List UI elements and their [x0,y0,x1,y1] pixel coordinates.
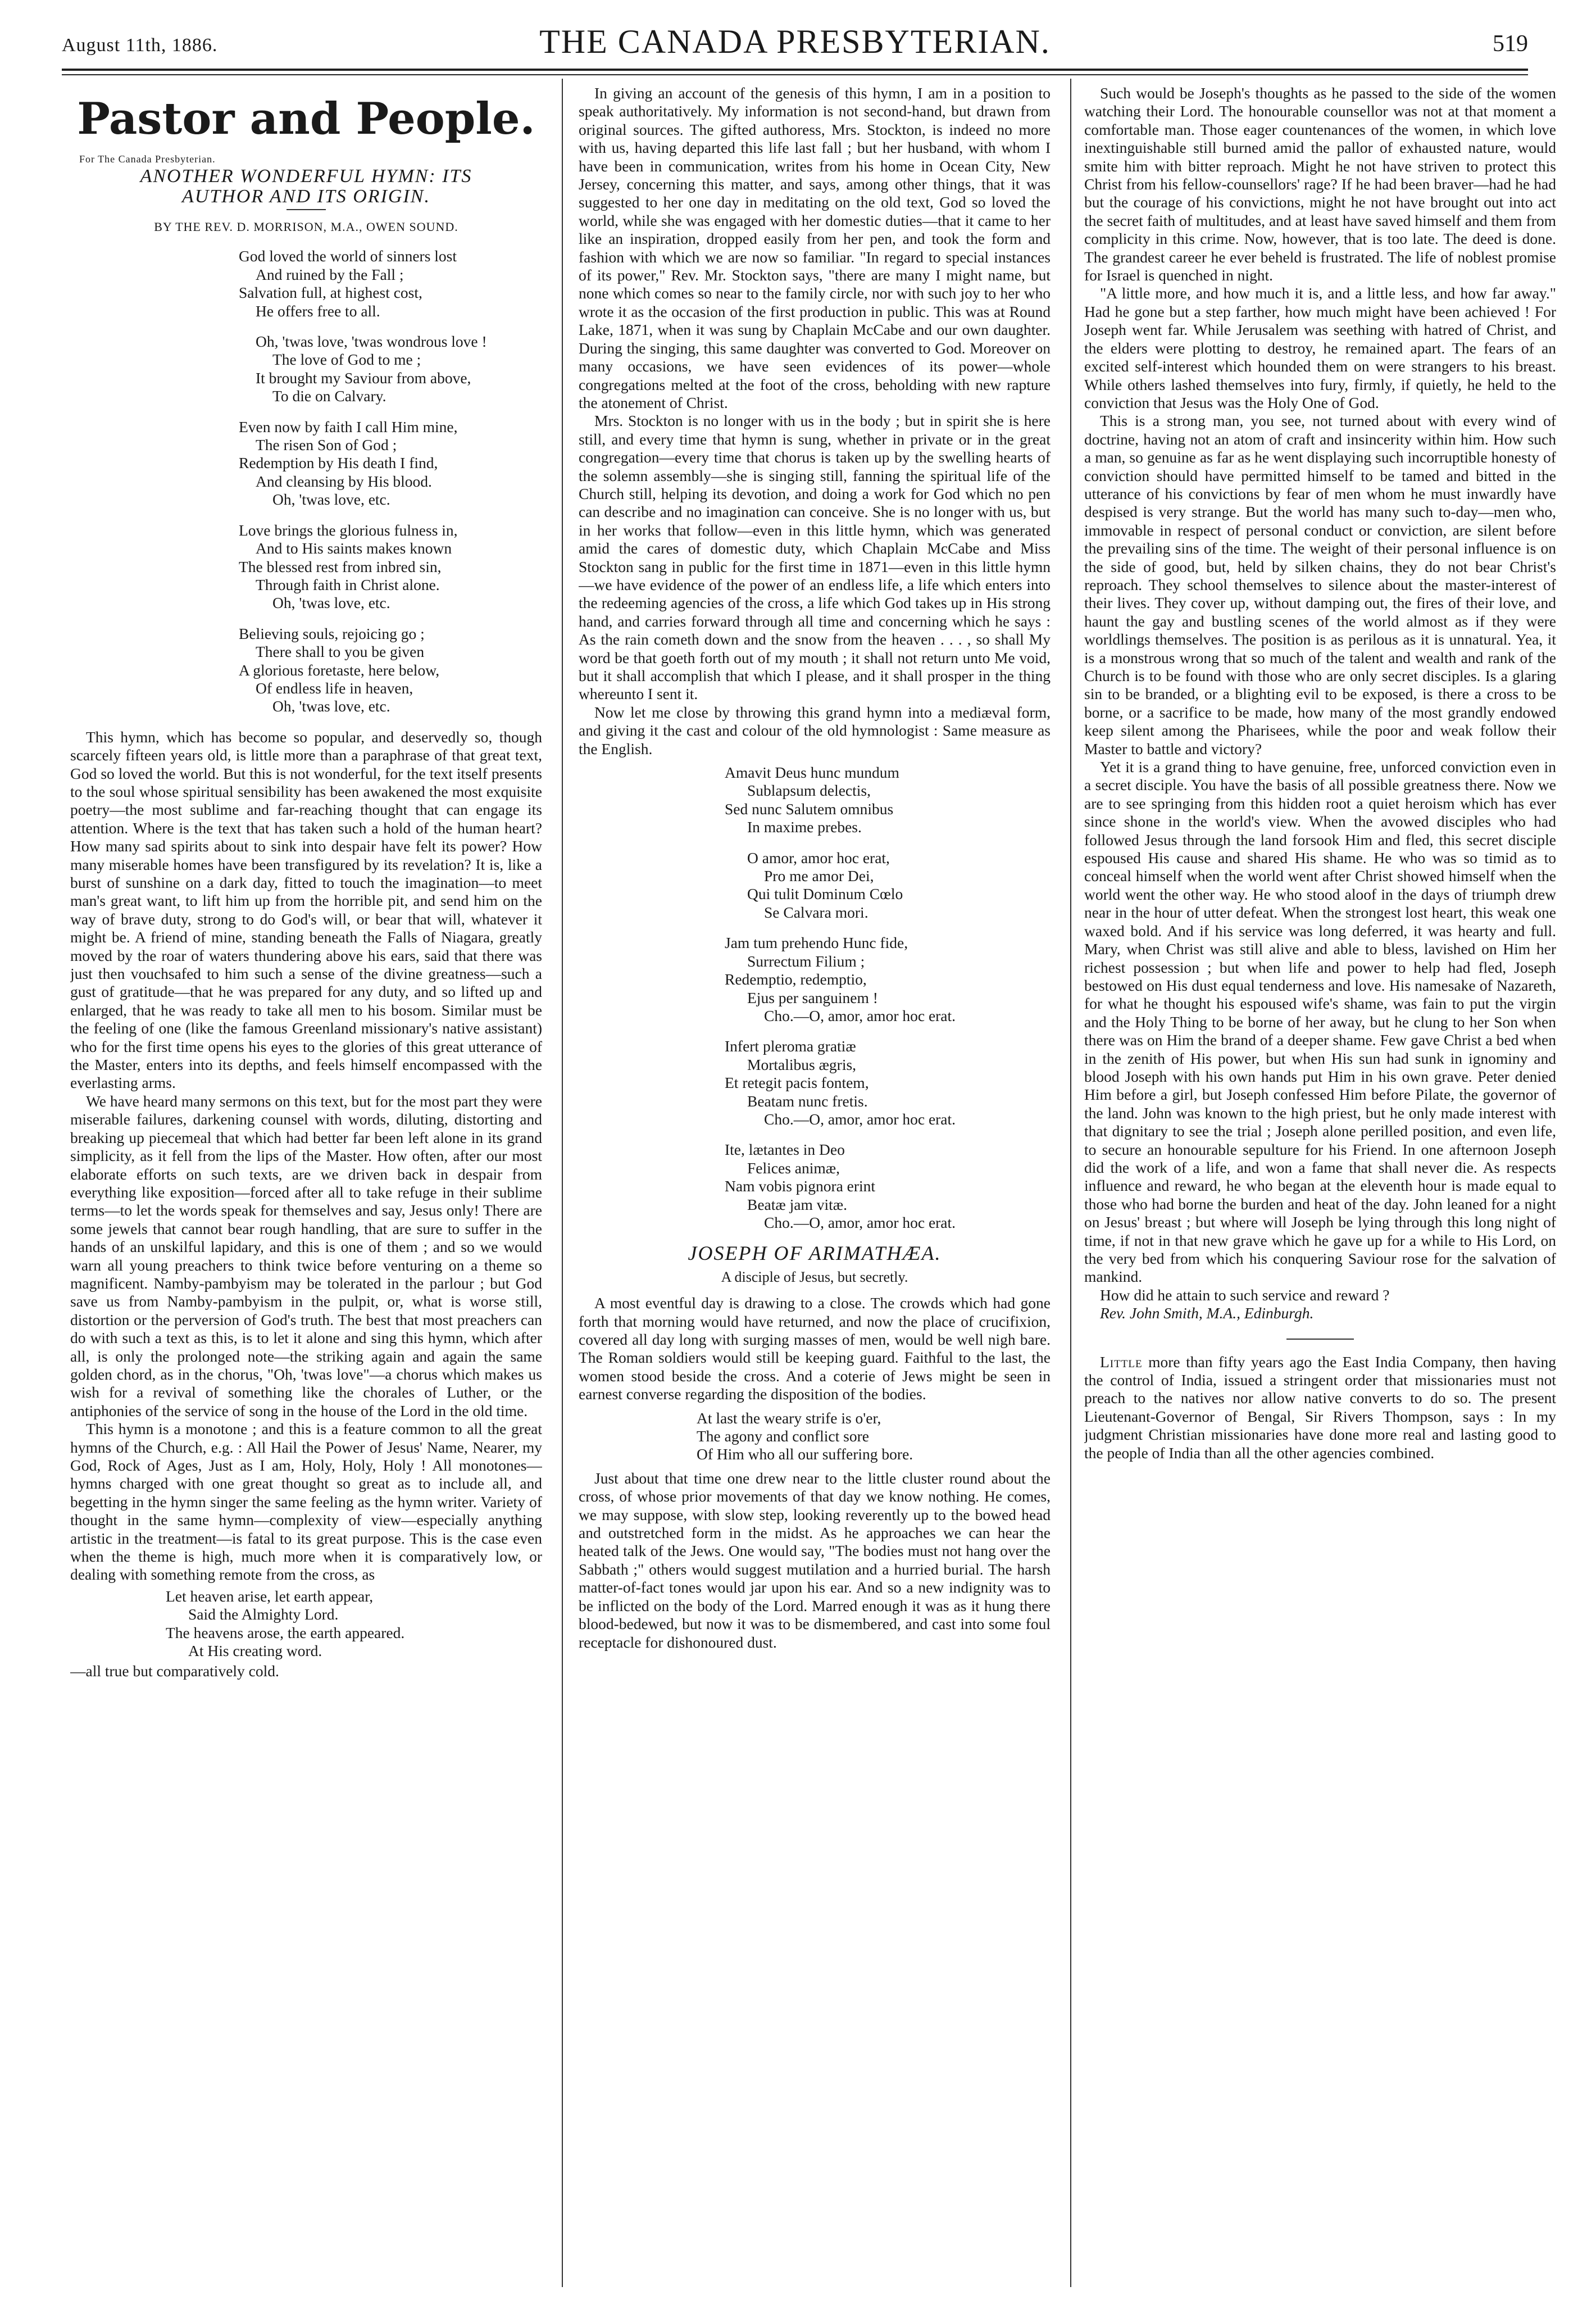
article-signature: Rev. John Smith, M.A., Edinburgh. [1100,1304,1314,1322]
body-paragraph: This is a strong man, you see, not turned about with every wind of doctrine, having not an atom of craft and insincerity within him. How such a man, so genuine as far as he went displaying such incorruptible honesty of conviction should have permitted himself to be tamed and bitted in the utterance of his convictions by fear of men whom he must inwardly have despised is very strange. But the world has many such to-day—men who, immovable in respect of personal conduct or conviction, are silent before the prevailing sins of the time. The weight of their personal influence is on the side of good, but, held by silken chains, they do not bear Christ's reproach. They school themselves to silence about the master-interest of their lives. They cover up, without damping out, the fires of their love, and haunt the gay and bustling scenes of the world almost as if they were worldlings themselves. The position is as perilous as it is unnatural. Yea, it is a monstrous wrong that so much of the talent and wealth and rank of the Church is to be found with those who are only secret disciples. Is a glaring sin to be branded, or a blighting evil to be exposed, is there a cross to be borne, or a sacrifice to be made, how many of the most grandly endowed keep silent among the Pharisees, while the poor and weak follow their Master to battle and victory? [1084,412,1556,757]
latin-line: Ejus per sanguinem ! [747,988,878,1006]
issue-date: August 11th, 1886. [62,35,218,56]
latin-line: Amavit Deus hunc mundum [725,764,899,782]
latin-line: Mortalibus ægris, [747,1055,857,1073]
verse-line: At His creating word. [188,1642,322,1660]
latin-line: Beatæ jam vitæ. [747,1195,847,1213]
verse-line: Said the Almighty Lord. [188,1605,339,1623]
hymn-line: There shall to you be given [256,643,425,661]
latin-line: Qui tulit Dominum Cœlo [747,885,903,903]
latin-line: Infert pleroma gratiæ [725,1037,856,1055]
hymn-line: The risen Son of God ; [256,436,397,454]
column-divider [562,79,563,2287]
hymn-line: Of endless life in heaven, [256,679,413,697]
article-separator [1286,1339,1354,1340]
quoted-verse [579,1409,1051,1464]
latin-line: Cho.—O, amor, amor hoc erat. [764,1006,956,1024]
verse-line: The agony and conflict sore [697,1427,869,1445]
hymn-line: Redemption by His death I find, [239,454,438,472]
latin-stanza [579,934,1051,1025]
hymn-line: Oh, 'twas love, 'twas wondrous love ! [256,333,487,351]
body-paragraph: We have heard many sermons on this text, but for the most part they were miserable failures, darkening counsel with words, diluting, distorting and breaking up piecemeal that which had better far been left alone in its grand simplicity, as it fell from the lips of the Master. How often, after our most elaborate efforts on such texts, are we driven back in despair from everything like exposition—forced after all to take refuge in their sublime terms—to let the words speak for themselves and say, Jesus only! There are some jewels that cannot bear rough handling, that are sure to suffer in the hands of an unskilful lapidary, and this is one of them ; and so we would warn all young preachers to think twice before venturing on a theme so magnificent. Namby-pambyism may be tolerated in the parlour ; but God save us from Namby-pambyism in the pulpit, or, what is worse still, distortion or the perversion of God's truth. The best that most preachers can do with such a text as this, is to let it alone and sing this hymn, which after all, is only the prolonged note—the striking again and again the same golden chord, as in the chorus, "Oh, 'twas love"—a chorus which makes us wish for a revival of something like the chorales of Luther, or the antiphonies of the service of song in the house of the Lord in the old time. [70,1092,542,1419]
latin-line: Sublapsum delectis, [747,782,871,800]
latin-line: Felices animæ, [747,1159,840,1177]
body-paragraph: "A little more, and how much it is, and a little less, and how far away." Had he gone but a step farther, how much might have been achieved ! For Joseph went far. While Jerusalem was seething with hatred of Christ, and the elders were plotting to destroy, he remained apart. The fears of an excited self-interest which hounded them on were strangers to his breast. While others lashed themselves into fury, firmly, if quietly, he held to the conviction that Jesus was the Holy One of God. [1084,284,1556,411]
hymn-line: Believing souls, rejoicing go ; [239,624,425,642]
body-paragraph [1084,1353,1556,1462]
hymn-line: To die on Calvary. [272,387,387,405]
latin-line: Cho.—O, amor, amor hoc erat. [764,1213,956,1231]
body-paragraph: Mrs. Stockton is no longer with us in the body ; but in spirit she is here still, and every time that hymn is sung, whether in private or in the great congregation—every time that chorus is taken up by the swelling hearts of the solemn assembly—she is singing still, fanning the spiritual life of the Church still, helping its devotion, and doing a work for God which no pen can describe and no imagination can conceive. She is no longer with us, but in her works that follow—even in this little hymn, which was generated amid the cares of domestic duty, which Chaplain McCabe and Miss Stockton sang in public for the first time in 1871—even in this little hymn—we have evidence of the power of an endless life, a life which enters into the redeeming agencies of the cross, a life which God takes up in His strong hand, and carries forward through all time and concerning which he says : As the rain cometh down and the snow from the heaven . . . , so shall My word be that goeth forth out of my mouth ; it shall not return unto Me void, but it shall accomplish that which I please, and it shall prosper in the thing whereunto I sent it. [579,412,1051,703]
body-paragraph: How did he attain to such service and reward ? [1100,1286,1390,1304]
article-subtitle: A disciple of Jesus, but secretly. [721,1268,908,1285]
latin-line: Beatam nunc fretis. [747,1092,868,1110]
paragraph-text: more than fifty years ago the East India Company, then having the control of India, issued a stringent order that missionaries must not preach to the natives nor allow native converts to do so. The present Lieutenant-Governor of Bengal, Sir Rivers Thompson, says : In my judgment Christian missionaries have done more real and lasting good to the people of India than all the other agencies combined. [1084,1353,1556,1462]
latin-line: Redemptio, redemptio, [725,970,867,988]
hymn-line: It brought my Saviour from above, [256,369,471,387]
article-author: BY THE REV. D. MORRISON, M.A., OWEN SOUND. [154,220,458,234]
latin-line: Jam tum prehendo Hunc fide, [725,934,908,952]
hymn-line: The blessed rest from inbred sin, [239,557,442,575]
body-paragraph: This hymn, which has become so popular, and deservedly so, though scarcely fifteen years old, is little more than a paraphrase of that great text, God so loved the world. But this is not wonderful, for the text itself presents to the soul whose spiritual sensibility has been awakened the most exquisite poetry—the most sublime and far-reaching thought that can engage its attention. Where is the text that has taken such a hold of the human heart? How many sad spirits about to sink into despair have felt its power? How many miserable homes have been transfigured by its revelation? It is, like a burst of sunshine on a dark day, fitted to touch the imagination—to meet man's great want, to lift him up from the horrible pit, and send him on the way of brave duty, strong to do God's will, or bear that will, whatever it might be. A friend of mine, standing beneath the Falls of Niagara, greatly moved by the roar of waters thundering above his ears, said that there was just then vouchsafed to him such a sense of the divine greatness—such a gust of gratitude—that he was prepared for any duty, and so lifted up and enlarged, that he was ready to take all men to his bosom. Similar must be the feeling of one (like the famous Greenland missionary's native assistant) who for the first time opens his eyes to the glories of this great utterance of the Master, enters into its depths, and feels himself encompassed with the everlasting arms. [70,728,542,1092]
article-title-line-2: AUTHOR AND ITS ORIGIN. [182,186,430,207]
hymn-stanza [70,333,542,406]
for-line: For The Canada Presbyterian. [79,153,216,165]
hymn-line: And ruined by the Fall ; [256,265,404,283]
hymn-stanza [70,247,542,320]
header-rule [62,69,1528,71]
latin-stanza [579,1037,1051,1128]
verse-line: Let heaven arise, let earth appear, [166,1587,374,1605]
body-paragraph: A most eventful day is drawing to a close. The crowds which had gone forth that morning would have returned, and now the place of crucifixion, covered all day long with surging masses of men, would be well nigh bare. The Roman soldiers would still be keeping guard. Faithful to the last, the women stood beside the cross. And a coterie of Jews might be seen in earnest converse regarding the disposition of the bodies. [579,1294,1051,1403]
hymn-stanza [70,521,542,613]
hymn-line: And cleansing by His blood. [256,472,432,490]
quoted-verse [70,1587,542,1661]
hymn-line: A glorious foretaste, here below, [239,661,440,679]
body-paragraph: This hymn is a monotone ; and this is a feature common to all the great hymns of the Church, e.g. : All Hail the Power of Jesus' Name, Nearer, my God, Rock of Ages, Just as I am, Holy, Holy, Holy ! All monotones—hymns charged with one great thought so great as to include all, and begetting in the hymn singer the same feeling as the hymn writer. Variety of thought in the same hymn—complexity of view—especially anything artistic in the treatment—is fatal to its great purpose. This is the case even when the theme is high, much more when it is comparatively low, or dealing with something remote from the cross, as [70,1420,542,1584]
body-paragraph: Yet it is a grand thing to have genuine, free, unforced conviction even in a secret disciple. You have the basis of all possible greatness there. Now we are to see springing from this hidden root a quiet heroism which has ever since shone in the world's view. When the avowed disciples who had followed Jesus through the land forsook Him and fled, this secret disciple espoused His cause and shared His shame. He who was so timid as to conceal himself when the world went after Christ showed himself when the world went the other way. He who stood aloof in the days of triumph drew near in the hour of utter defeat. When the strongest lost heart, this weak one waxed bold. And if his service was long deferred, it was hearty and full. Mary, when Christ was still alive and able to bless, lavished on Him her richest possession ; but when life and power to help had fled, Joseph bestowed on His dust equal tenderness and love. His namesake of Nazareth, for what he thought his espoused wife's shame, was fain to put the virgin and the Holy Thing to be borne of her away, but he clung to her Son when there was on Him the brand of a deeper shame. Few gave Christ a bed when in the zenith of His power, but when His sun had sunk in ignominy and blood Joseph with his own hands put Him in his own grave. Peter denied Him before a girl, but Joseph confessed Him before Pilate, the governor of the land. John was known to the high priest, but he only made interest with that dignitary to see the trial ; Joseph alone perilled position, and even life, to secure an honourable sepulture for his Friend. In one afternoon Joseph did the work of a life, and won a fame that shall never die. As respects influence and reward, he who began at the eleventh hour is made equal to those who had borne the burden and heat of the day. John leaned for a night on Jesus' breast ; but where will Joseph be lying through this long night of time, if not in that new grave which he gave up for a while to His Lord, on the very bed from which his conquering Saviour rose for the salvation of mankind. [1084,758,1556,1286]
body-paragraph: Such would be Joseph's thoughts as he passed to the side of the women watching their Lord. The honourable counsellor was not at that moment a comfortable man. Those eager countenances of the women, in which love inextinguishable still burned amid the pallor of exhausted nature, would smite him with bitter reproach. Might he not have striven to protect this Christ from his fellow-counsellors' rage? If he had been braver—had he had but the courage of his convictions, might he not have brought out into act the secret faith of multitudes, and at least have saved himself and them from complicity in this crime. Now, however, that is too late. The deed is done. The grandest career he ever beheld is frustrated. The life of noblest promise for Israel is quenched in night. [1084,84,1556,284]
body-paragraph: —all true but comparatively cold. [70,1662,279,1680]
article-title: JOSEPH OF ARIMATHÆA. [688,1242,942,1265]
column-3 [1084,84,1556,2293]
article-title-line-1: ANOTHER WONDERFUL HYMN: ITS [140,166,472,187]
title-rule [287,209,326,210]
latin-line: In maxime prebes. [747,818,862,836]
hymn-stanza [70,625,542,716]
hymn-line: God loved the world of sinners lost [239,247,457,265]
latin-line: Cho.—O, amor, amor hoc erat. [764,1110,956,1128]
hymn-line: Even now by faith I call Him mine, [239,418,458,436]
hymn-line: Salvation full, at highest cost, [239,284,422,302]
verse-line: Of Him who all our suffering bore. [697,1445,913,1463]
hymn-stanza [70,418,542,509]
hymn-line: Love brings the glorious fulness in, [239,521,458,539]
latin-stanza [579,764,1051,837]
latin-stanza [579,1141,1051,1232]
latin-line: Se Calvara mori. [764,903,869,921]
page-number: 519 [1493,31,1528,57]
page-header [62,22,1528,67]
hymn-line: And to His saints makes known [256,539,452,557]
hymn-line: Through faith in Christ alone. [256,575,440,593]
hymn-line: He offers free to all. [256,302,380,320]
latin-line: Ite, lætantes in Deo [725,1141,845,1159]
section-heading: Pastor and People. [77,93,535,144]
latin-line: Pro me amor Dei, [764,867,874,885]
hymn-line: Oh, 'twas love, etc. [272,697,390,715]
verse-line: The heavens arose, the earth appeared. [166,1623,405,1641]
hymn-line: The love of God to me ; [272,351,421,369]
latin-line: Et retegit pacis fontem, [725,1074,869,1092]
verse-line: At last the weary strife is o'er, [697,1409,881,1427]
lead-word: Little [1100,1353,1143,1371]
latin-line: Nam vobis pignora erint [725,1177,876,1195]
latin-line: Surrectum Filium ; [747,952,865,970]
column-2 [579,84,1051,2293]
column-divider [1070,79,1071,2287]
body-paragraph: Now let me close by throwing this grand hymn into a mediæval form, and giving it the cast and colour of the old hymnologist : Same measure as the English. [579,703,1051,757]
column-1 [70,84,542,2293]
body-paragraph: Just about that time one drew near to the little cluster round about the cross, of whose prior movements of that day we know nothing. He comes, we may suppose, with slow step, looking reverently up to the bowed head and outstretched form in the midst. As he approaches we can hear the heated talk of the Jews. One would say, "The bodies must not hang over the Sabbath ;" others would suggest mutilation and a hurried burial. The harsh matter-of-fact tones would jar upon his ear. And so a new indignity was to be inflicted on the body of the Lord. Marred enough it was as it hung there blood-bedewed, but now it was to be dismembered, and cast into some foul receptacle for dishonoured dust. [579,1469,1051,1651]
hymn-line: Oh, 'twas love, etc. [272,594,390,612]
hymn-line: Oh, 'twas love, etc. [272,491,390,509]
masthead-title: THE CANADA PRESBYTERIAN. [539,23,1051,60]
header-rule-thin [62,74,1528,75]
latin-line: O amor, amor hoc erat, [747,849,890,867]
latin-stanza [579,849,1051,922]
body-paragraph: In giving an account of the genesis of this hymn, I am in a position to speak authoritatively. My information is not second-hand, but drawn from original sources. The gifted authoress, Mrs. Stockton, is indeed no more with us, having departed this life last fall ; but her husband, with whom I have been in communication, writes from his home in Ocean City, New Jersey, concerning this matter, and says, among other things, that it was suggested to her one day in meditating on the old text, God so loved the world, while she was engaged with her domestic duties—that it came to her like an inspiration, dropped easily from her pen, and took the form and fashion with which we are now so familiar. "In regard to special instances of its power," Rev. Mr. Stockton says, "there are many I might name, but none which comes so near to the family circle, nor with such joy to her who wrote it as the occasion of the first production in public. This was at Round Lake, 1871, when it was sung by Chaplain McCabe and our own daughter. During the singing, this same daughter was converted to God. Moreover on many occasions, we have seen evidences of its power—whole congregations melted at the foot of the cross, beholding with new rapture the atonement of Christ. [579,84,1051,411]
latin-line: Sed nunc Salutem omnibus [725,800,894,818]
